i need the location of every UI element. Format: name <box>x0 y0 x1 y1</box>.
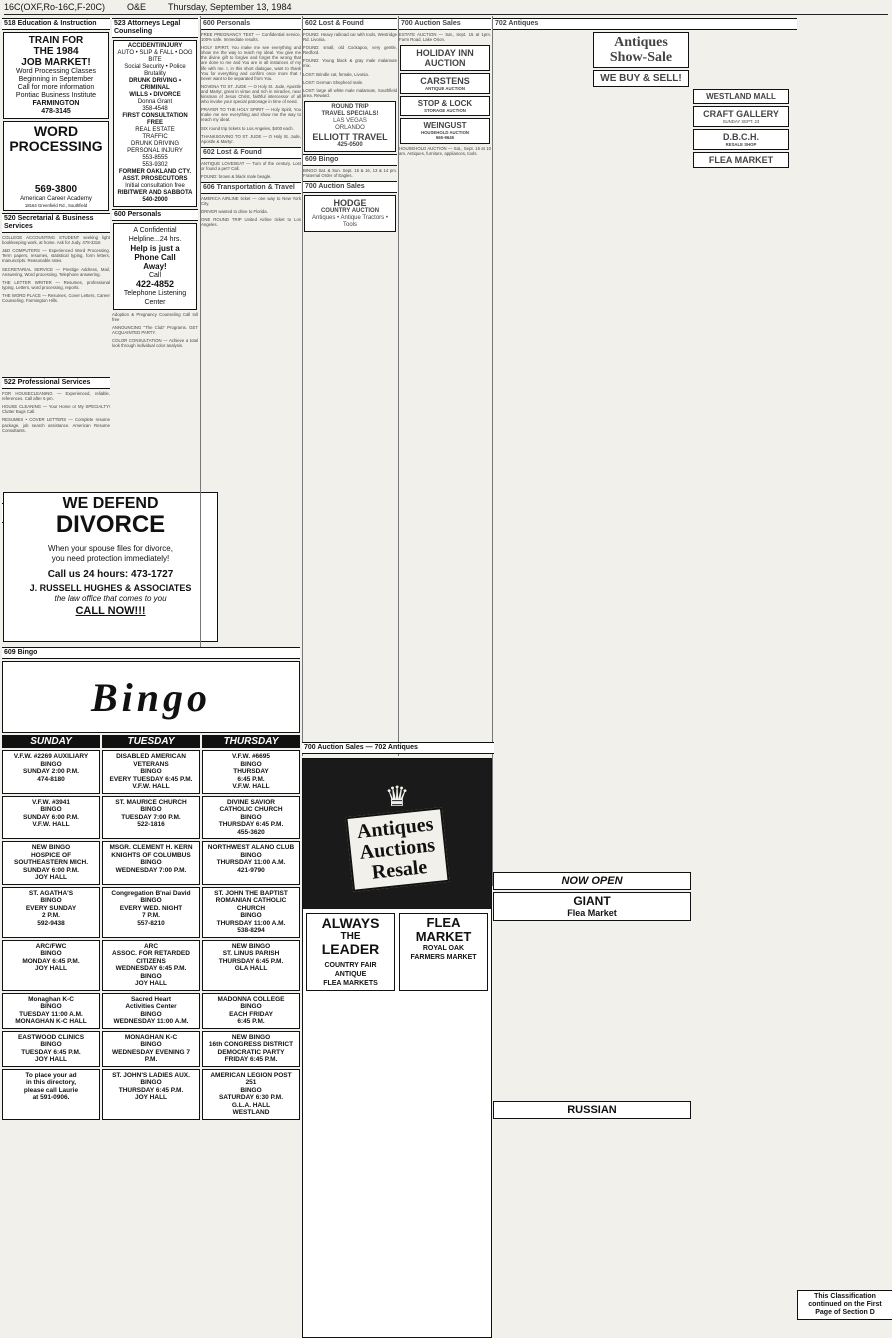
classified-text: FOR HOUSECLEANING — Experienced, reliable, references. Call after 6 pm. HOUSE CLEANING — Your Home or My SPECIALTY! Clutter Bugs Call. RESUMES • COVER LETTERS — Complete resume package, job search assistance. American Resume Consultants. <box>2 391 110 433</box>
flea-market-ad: FLEA MARKET <box>693 152 789 168</box>
bingo-line: THURSDAY 6:45 P.M. <box>118 1086 184 1094</box>
day-thursday: THURSDAY <box>202 735 300 748</box>
bingo-line: EASTWOOD CLINICS <box>17 1033 85 1041</box>
bingo-listing <box>202 796 300 840</box>
bingo-line: Monaghan K-C <box>28 995 74 1003</box>
antiques-bottom-col <box>492 870 692 1336</box>
bingo-line: BINGO <box>240 1086 262 1094</box>
continued-note: This Classification continued on the First Page of Section D <box>797 1290 892 1320</box>
classified-text: COLLEGE ACCOUNTING STUDENT seeking light bookkeeping work, at home. Ask for Judy. 478-3316 J&D COMPUTERS — Experienced Word Processing. Term papers, resumes, statistical typing, form letters, manuscripts. Reasonable rates. SECRETARIAL SERVICE — Prestige Address, Mail, Answering, Word processing. Telephone answering. THE LETTER WRITER — Resumes, professional typing. Letters, word processing, reports. THE WORD PLACE — Resumes, Cover Letters, Career Counseling. Farmington Hills. <box>2 235 110 304</box>
bingo-listing <box>202 750 300 794</box>
bingo-listing <box>2 887 100 938</box>
hodge-auction-ad: HODGE COUNTRY AUCTION Antiques • Antique Tractors • Tools <box>304 195 396 232</box>
section-header: 702 Antiques <box>493 18 797 30</box>
weingust-ad: WEINGUST HOUSEHOLD AUCTION 665-9646 <box>400 118 490 143</box>
bingo-line: 6:45 P.M. <box>237 1018 265 1025</box>
bingo-listing <box>202 940 300 991</box>
column-6 <box>492 16 797 886</box>
bingo-line: JOY HALL <box>34 1056 68 1063</box>
bingo-line: 421-9790 <box>237 866 265 874</box>
bingo-line: BINGO <box>140 768 162 775</box>
bingo-line: BINGO <box>140 806 162 813</box>
giant-flea-ad: GIANT Flea Market <box>493 892 691 921</box>
column-5: 700 Auction Sales ESTATE AUCTION — Sat., Sept. 15 at 1pm. Farm Road, Lake Orion. HOLIDAY INN AUCTION CARSTENS ANTIQUE AUCTION STOP & LOCK STORAGE AUCTION WEINGUST HOUSEHOLD AUCTION 665-9646 HOUSEHOLD AUCTION — Sat., Sept. 15 at 10 am. Antiques, furniture, appliances, tools. <box>398 16 491 756</box>
issue-date: Thursday, September 13, 1984 <box>168 2 292 12</box>
bingo-grid <box>2 750 300 1120</box>
bingo-line: THURSDAY 11:00 A.M. <box>216 919 286 927</box>
bingo-line: SATURDAY 6:30 P.M. <box>218 1094 284 1101</box>
divorce-ad: WE DEFEND DIVORCE When your spouse files for divorce, you need protection immediately! Call us 24 hours: 473-1727 J. RUSSELL HUGHES & ASSOCIATES the law office that comes to you CALL NOW!!! <box>3 492 218 642</box>
section-header: 700 Auction Sales <box>399 18 491 30</box>
bingo-line: JOY HALL <box>34 965 68 972</box>
bingo-line: BINGO <box>240 813 262 821</box>
bingo-line: MSGR. CLEMENT H. KERN <box>109 844 193 851</box>
bingo-line: MONAGHAN K-C <box>124 1033 178 1041</box>
bingo-listing <box>202 841 300 885</box>
paper-name: O&E <box>127 2 147 12</box>
bingo-listing <box>2 750 100 794</box>
bingo-line: THURSDAY 6:45 P.M. <box>218 821 284 828</box>
bingo-line: BINGO <box>140 1079 162 1086</box>
bingo-line: SUNDAY 6:00 P.M. <box>23 813 79 821</box>
bingo-line: JOY HALL <box>34 874 68 881</box>
royal-oak-flea-ad: FLEA MARKET ROYAL OAK FARMERS MARKET <box>399 913 488 991</box>
bingo-listing <box>102 887 200 938</box>
bingo-line: WEDNESDAY 11:00 A.M. <box>113 1018 189 1025</box>
section-header: 522 Professional Services <box>2 377 110 389</box>
bingo-line: EVERY TUESDAY 6:45 P.M. <box>109 775 193 783</box>
bingo-line: ST. MAURICE CHURCH <box>115 798 187 806</box>
bingo-line: ST. JOHN THE BAPTIST <box>214 889 288 897</box>
bingo-line: WEDNESDAY 7:00 P.M. <box>115 866 187 874</box>
antiques-show-ad: Antiques Show-Sale <box>593 32 689 68</box>
bingo-line: 455-3620 <box>237 828 265 836</box>
bingo-line: DISABLED AMERICAN VETERANS <box>116 753 186 768</box>
bingo-line: WEDNESDAY EVENING 7 P.M. <box>111 1048 191 1063</box>
bingo-line: V.F.W. #3941 <box>31 798 71 806</box>
bingo-listing <box>202 993 300 1029</box>
section-header: 518 Education & Instruction <box>2 18 110 30</box>
bingo-banner <box>2 661 300 733</box>
section-header: 606 Transportation & Travel <box>201 182 301 194</box>
bingo-line: JOY HALL <box>134 980 168 987</box>
antiques-auctions-resale <box>302 758 492 1338</box>
bingo-line: ST. LINUS PARISH <box>222 950 280 957</box>
attorney-ad: ACCIDENT/INJURY AUTO • SLIP & FALL • DOG BITE Social Security • Police Brutality DRUNK DRIVING • CRIMINAL WILLS • DIVORCE Donna Grant 358-4548 FIRST CONSULTATION FREE REAL ESTATE TRAFFIC DRUNK DRIVING PERSONAL INJURY 553-8555 553-9302 FORMER OAKLAND CTY. ASST. PROSECUTORS Initial consultation free RIBITWER AND SABBOTA 540-2000 <box>113 40 197 207</box>
bingo-line: BINGO <box>240 760 262 768</box>
bingo-line: 2 P.M. <box>42 912 60 919</box>
bingo-line: NEW BINGO <box>231 1033 271 1041</box>
bingo-line: DEMOCRATIC PARTY <box>217 1048 285 1056</box>
bingo-listing <box>102 940 200 991</box>
bingo-line: BINGO <box>140 859 162 866</box>
bingo-listing <box>2 940 100 991</box>
column-3: 600 Personals FREE PREGNANCY TEST — Confidential service, 100% safe. Immediate results. HOLY SPIRIT, You make me see everything and show me the way to reach my ideal. You give me the divine gift to forgive and forget the wrong that are done to me and You are in all instances of my life with me. I, in this short dialogue, want to thank You for everything and confirm once more that I never want to be separated from You. NOVENA TO ST. JUDE — O Holy St. Jude, Apostle and Martyr, great in virtue and rich in miracles, near kinsman of Jesus Christ, faithful intercessor of all who invoke your special patronage in time of need. PRAYER TO THE HOLY SPIRIT — Holy Spirit, You make me see everything and show me the way to reach my ideal. SIX round trip tickets to Los Angeles, $400 each. THANKSGIVING TO ST. JUDE — O Holy St. Jude, Apostle & Martyr. 602 Lost & Found ANTIQUE LOVESEAT — Turn of the century. Lost or found a pet? Call. FOUND: brown & black male beagle. 606 Transportation & Travel AMERICA AIRLINE ticket — one way to New York City. DRIVER wanted to drive to Florida. ONE ROUND TRIP United Airline ticket to Los Angeles. <box>200 16 301 648</box>
bingo-line: ASSOC. FOR RETARDED CITIZENS <box>112 950 190 965</box>
bingo-line: V.F.W. #2269 AUXILIARY <box>13 753 89 760</box>
bingo-line: NEW BINGO <box>31 844 71 851</box>
bingo-line: BINGO <box>40 760 62 768</box>
bingo-line: THURSDAY <box>233 768 269 775</box>
bingo-line: NORTHWEST ALANO CLUB <box>207 844 295 851</box>
buy-sell-ad: WE BUY & SELL! <box>593 70 689 87</box>
section-header: 700 Auction Sales — 702 Antiques <box>302 742 494 754</box>
bingo-listing <box>102 1069 200 1120</box>
carstens-ad: CARSTENS ANTIQUE AUCTION <box>400 73 490 94</box>
section-header: 600 Personals <box>201 18 301 30</box>
edition-code: 16C(OXF,Ro-16C,F-20C) <box>4 2 106 12</box>
holiday-inn-ad: HOLIDAY INN AUCTION <box>400 45 490 71</box>
bingo-line: BINGO <box>40 950 62 957</box>
section-header: 520 Secretarial & Business Services <box>2 213 110 233</box>
bingo-line: FRIDAY 6:45 P.M. <box>224 1056 278 1063</box>
bingo-line: HOSPICE OF <box>30 851 72 859</box>
bingo-line: BINGO <box>40 897 62 904</box>
bingo-line: V.F.W. HALL <box>132 783 170 790</box>
bingo-line: TUESDAY 7:00 P.M. <box>121 813 181 821</box>
bingo-line: 6:45 P.M. <box>237 775 265 783</box>
elliott-travel-ad: ROUND TRIP TRAVEL SPECIALS! LAS VEGAS ORLANDO ELLIOTT TRAVEL 425-0500 <box>304 101 396 152</box>
section-header: 523 Attorneys Legal Counseling <box>112 18 198 38</box>
day-tuesday: TUESDAY <box>102 735 200 748</box>
bingo-line: ROMANIAN CATHOLIC CHURCH <box>215 897 287 912</box>
bingo-line: SUNDAY 6:00 P.M. <box>23 866 79 874</box>
bingo-line: CATHOLIC CHURCH <box>219 806 283 813</box>
column-2 <box>112 16 198 486</box>
bingo-line: Sacred Heart <box>130 995 172 1003</box>
bingo-line: please call Laurie <box>23 1086 79 1094</box>
bingo-line: 592-9438 <box>37 919 65 927</box>
bingo-listing <box>202 887 300 938</box>
bingo-line: 16th CONGRESS DISTRICT <box>208 1041 294 1048</box>
bingo-line: ARC <box>143 942 159 950</box>
bingo-line: BINGO <box>40 806 62 813</box>
bingo-line: BINGO <box>240 912 262 919</box>
bingo-directory <box>2 645 300 1335</box>
bingo-line: TUESDAY 11:00 A.M. <box>19 1010 83 1018</box>
bingo-line: MONAGHAN K-C HALL <box>15 1018 87 1025</box>
bingo-line: 557-8210 <box>137 919 165 927</box>
bingo-banner-title: Bingo <box>90 674 212 720</box>
aar-banner: ♛ Antiques Auctions Resale <box>303 759 491 909</box>
bingo-line: BINGO <box>140 972 162 980</box>
bingo-line: THURSDAY 6:45 P.M. <box>218 957 284 965</box>
russian-ad: RUSSIAN <box>493 1101 691 1119</box>
bingo-line: BINGO <box>240 851 262 859</box>
bingo-line: EVERY WED. NIGHT <box>119 904 183 912</box>
bingo-section-header: 609 Bingo <box>2 647 300 659</box>
bingo-line: THURSDAY 11:00 A.M. <box>216 859 286 866</box>
bingo-listing <box>102 796 200 840</box>
bingo-line: EVERY SUNDAY <box>25 904 77 912</box>
lamp-icon: ♛ <box>384 780 410 812</box>
bingo-listing <box>102 841 200 885</box>
bingo-listing <box>102 750 200 794</box>
bingo-line: BINGO <box>40 1041 62 1048</box>
bingo-line: Activities Center <box>125 1003 177 1010</box>
bingo-line: BINGO <box>140 1041 162 1048</box>
bingo-line: To place your ad <box>25 1071 77 1079</box>
train-ad: TRAIN FOR THE 1984 JOB MARKET! Word Processing Classes Beginning in September Call for more information Pontiac Business Institute FARMINGTON 478-3145 <box>3 32 109 119</box>
bingo-line: WEDNESDAY 6:45 P.M. <box>115 965 187 972</box>
bingo-line: in this directory, <box>25 1079 77 1086</box>
bingo-line: MADONNA COLLEGE <box>217 995 285 1003</box>
bingo-listing <box>202 1069 300 1120</box>
section-header: 602 Lost & Found <box>201 147 301 159</box>
bingo-line: JOY HALL <box>134 1094 168 1101</box>
bingo-line: TUESDAY 6:45 P.M. <box>21 1048 81 1056</box>
bingo-line: Congregation B'nai David <box>111 889 191 897</box>
bingo-line: 538-8294 <box>237 927 265 934</box>
day-sunday: SUNDAY <box>2 735 100 748</box>
bingo-line: 474-8180 <box>37 775 65 783</box>
bingo-line: AMERICAN LEGION POST 251 <box>210 1071 292 1086</box>
section-header: 700 Auction Sales <box>303 181 397 193</box>
bingo-line: at 591-0906. <box>32 1094 70 1101</box>
bingo-listing <box>2 993 100 1029</box>
bingo-line: V.F.W. HALL <box>232 783 270 790</box>
now-open-ad: NOW OPEN <box>493 872 691 890</box>
bingo-listing <box>2 841 100 885</box>
bingo-line: ST. AGATHA'S <box>28 889 74 897</box>
bingo-line: SOUTHEASTERN MICH. <box>13 859 89 866</box>
bingo-line: EACH FRIDAY <box>229 1010 273 1018</box>
page-header <box>4 2 888 15</box>
bingo-listing <box>2 1031 100 1067</box>
always-leader-ad: ALWAYS THE LEADER COUNTRY FAIR ANTIQUE FLEA MARKETS <box>306 913 395 991</box>
bingo-line: BINGO <box>140 1010 162 1018</box>
bingo-listing <box>2 1069 100 1120</box>
bingo-listing <box>102 1031 200 1067</box>
stop-lock-ad: STOP & LOCK STORAGE AUCTION <box>400 96 490 116</box>
bingo-line: ARC/FWC <box>35 942 67 950</box>
helpline-ad: A Confidential Helpline...24 hrs. Help is just a Phone Call Away! Call 422-4852 Telephone Listening Center <box>113 223 197 310</box>
bingo-listing <box>202 1031 300 1067</box>
section-header: 602 Lost & Found <box>303 18 397 30</box>
bingo-line: SUNDAY 2:00 P.M. <box>23 768 79 775</box>
bingo-line: 7 P.M. <box>142 912 160 919</box>
bingo-line: KNIGHTS OF COLUMBUS <box>111 851 191 859</box>
bingo-line: V.F.W. HALL <box>32 821 70 828</box>
bingo-line: NEW BINGO <box>231 942 271 950</box>
bingo-line: DIVINE SAVIOR <box>227 798 275 806</box>
bingo-line: G.L.A. HALL <box>231 1101 271 1109</box>
classified-text: Adoption & Pregnancy Counseling Call toll free ANNOUNCING "The Club" Programs. GET ACQUAINTED PARTY. COLOR CONSULTATION — Achieve a total look through individual color analysis. <box>112 312 198 349</box>
craft-gallery-ad: CRAFT GALLERY SUNDAY SEPT. 23 <box>693 106 789 127</box>
westland-mall-ad: WESTLAND MALL <box>693 89 789 104</box>
column-4: 602 Lost & Found FOUND: Heavy railroad car with tools, Westridge Rd. Livonia. FOUND: small, old Cockapoo, very gentle, Redford. FOUND: Young black & gray male malamute mix. LOST: Brindle cat, female, Livonia. LOST: German Shepherd male. LOST: large all white male malamute, Southfield area. Reward. ROUND TRIP TRAVEL SPECIALS! LAS VEGAS ORLANDO ELLIOTT TRAVEL 425-0500 609 Bingo BINGO Sat. & Sun. Sept. 15 & 16, 13 & 14 pm. Fraternal Order of Eagles. 700 Auction Sales HODGE COUNTRY AUCTION Antiques • Antique Tractors • Tools <box>302 16 397 756</box>
bingo-line: BINGO <box>140 897 162 904</box>
bingo-line: BINGO <box>40 1003 62 1010</box>
bingo-line: MONDAY 6:45 P.M. <box>22 957 80 965</box>
bingo-listing <box>102 993 200 1029</box>
section-header: 600 Personals <box>112 209 198 221</box>
bingo-line: V.F.W. #6695 <box>231 753 271 760</box>
word-processing-ad: WORD PROCESSING 569-3800 American Career Academy 18164 Greenfield Rd., Southfield <box>3 121 109 211</box>
bingo-line: GLA HALL <box>234 965 268 972</box>
bingo-line: WESTLAND <box>232 1109 270 1116</box>
dbch-resale-ad: D.B.C.H. RESALE SHOP <box>693 129 789 150</box>
bingo-line: 522-1816 <box>137 821 165 828</box>
bingo-line: ST. JOHN'S LADIES AUX. <box>112 1071 190 1079</box>
bingo-listing <box>2 796 100 840</box>
bingo-line: BINGO <box>240 1003 262 1010</box>
section-header: 609 Bingo <box>303 154 397 166</box>
